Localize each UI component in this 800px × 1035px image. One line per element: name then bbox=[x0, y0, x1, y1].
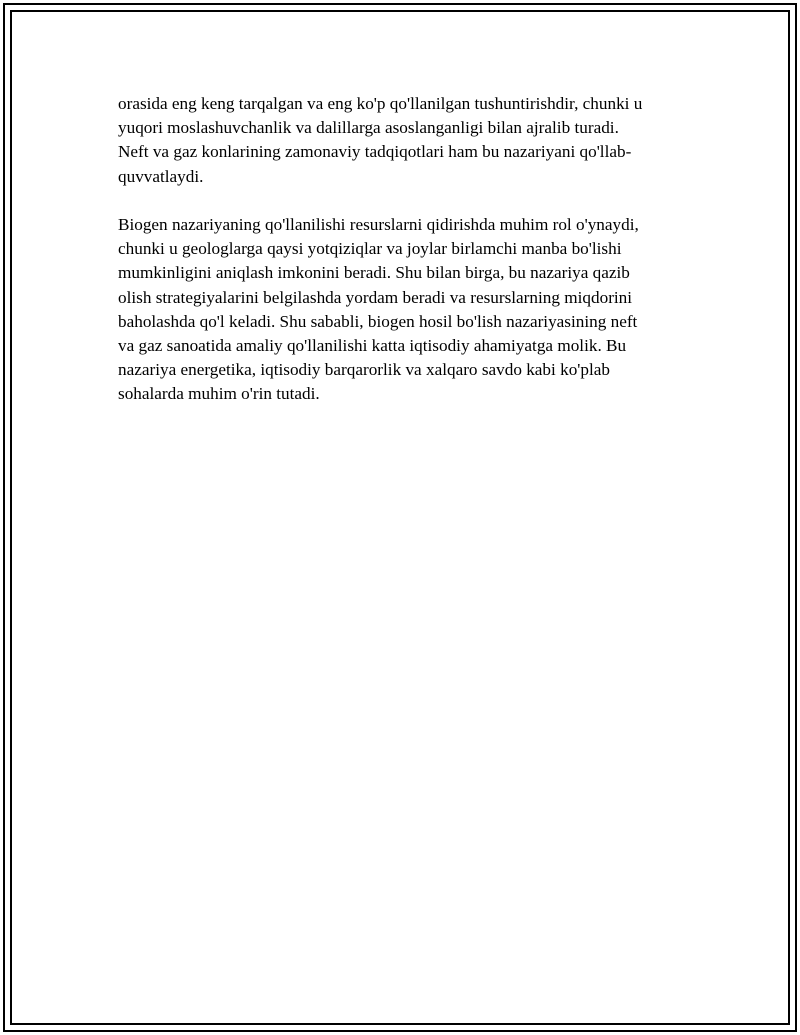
text-line: mumkinligini aniqlash imkonini beradi. Shu bilan birga, bu nazariya qazib bbox=[118, 263, 630, 283]
text-line: baholashda qo'l keladi. Shu sababli, biogen hosil bo'lish nazariyasining neft bbox=[118, 311, 638, 331]
text-line: va gaz sanoatida amaliy qo'llanilishi katta iqtisodiy ahamiyatga molik. Bu bbox=[118, 336, 627, 356]
text-line: Biogen nazariyaning qo'llanilishi resurslarni qidirishda muhim rol o'ynaydi, bbox=[118, 215, 639, 234]
document-body bbox=[118, 92, 698, 431]
paragraph-1 bbox=[118, 92, 698, 189]
text-line: Neft va gaz konlarining zamonaviy tadqiqotlari ham bu nazariyani qo'llab- bbox=[118, 142, 632, 162]
text-line: nazariya energetika, iqtisodiy barqarorlik va xalqaro savdo kabi ko'plab bbox=[118, 360, 610, 380]
text-line: olish strategiyalarini belgilashda yordam beradi va resurslarning miqdorini bbox=[118, 287, 633, 307]
text-line: sohalarda muhim o'rin tutadi. bbox=[118, 384, 320, 404]
text-line: chunki u geologlarga qaysi yotqiziqlar va joylar birlamchi manba bo'lishi bbox=[118, 239, 622, 259]
text-line: quvvatlaydi. bbox=[118, 166, 204, 186]
text-line: yuqori moslashuvchanlik va dalillarga asoslanganligi bilan ajralib turadi. bbox=[118, 118, 619, 138]
paragraph-2 bbox=[118, 213, 698, 407]
text-line: orasida eng keng tarqalgan va eng ko'p qo'llanilgan tushuntirishdir, chunki u bbox=[118, 94, 643, 113]
